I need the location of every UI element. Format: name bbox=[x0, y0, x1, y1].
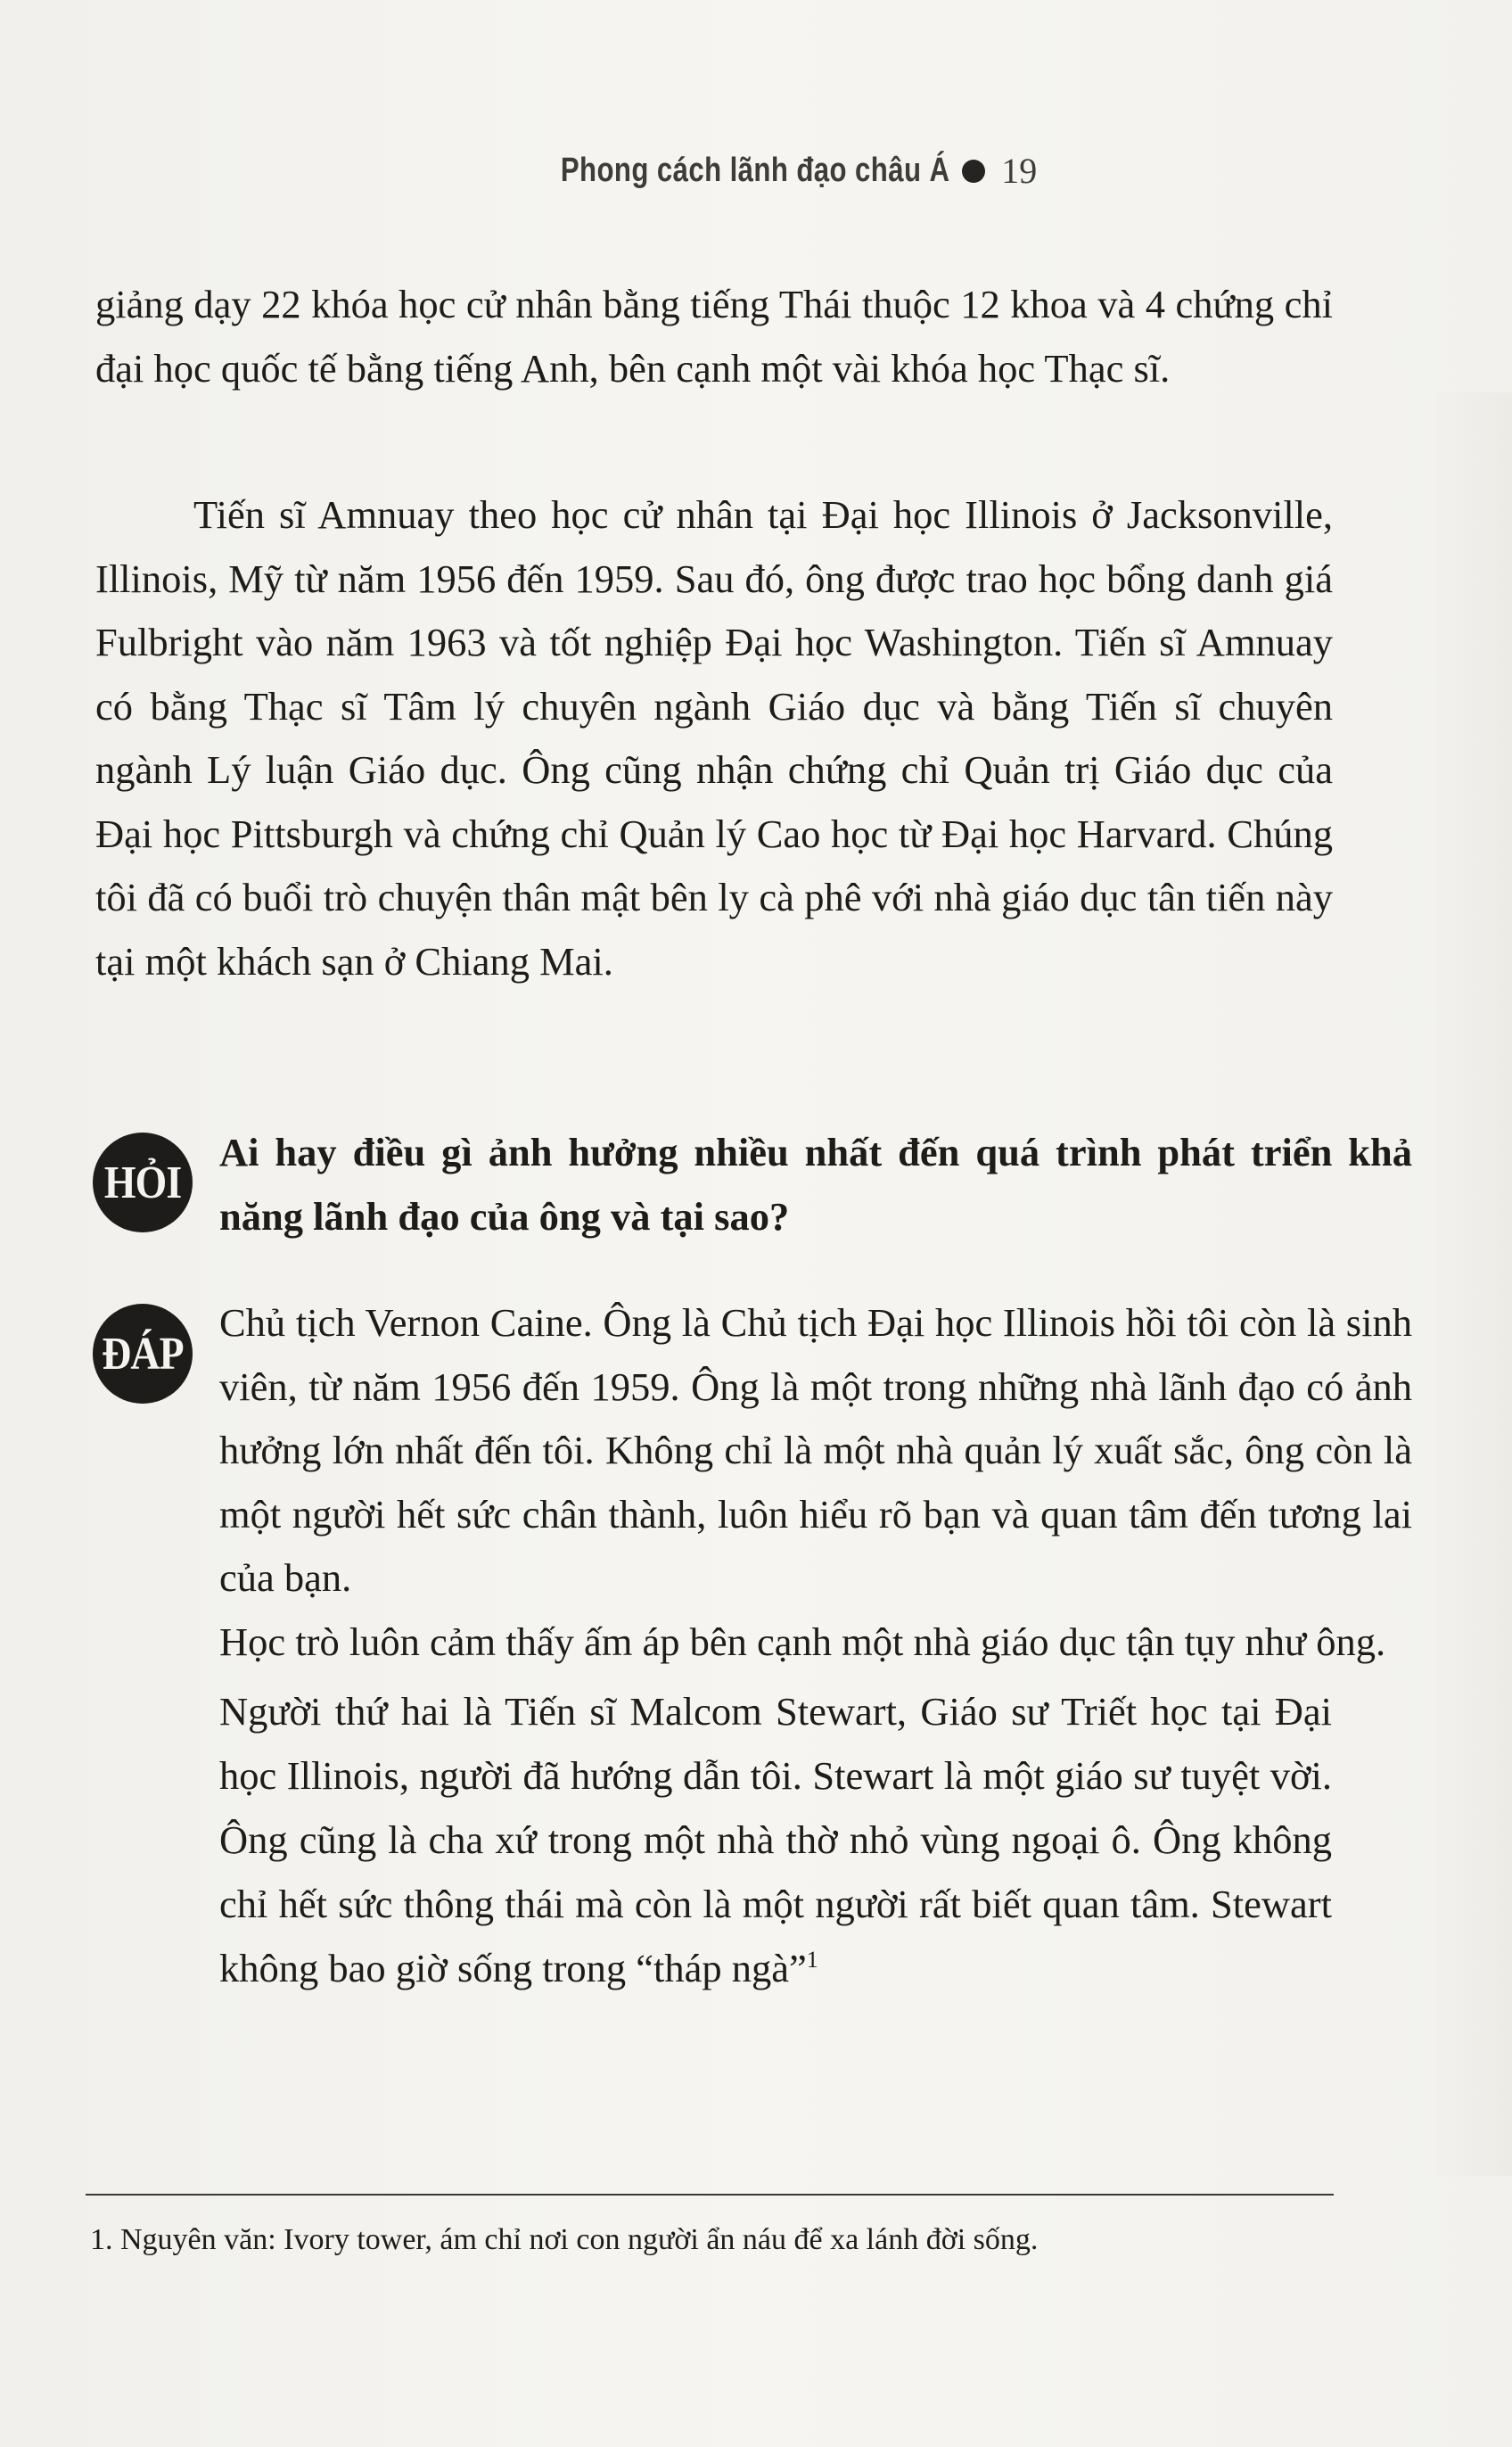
page-edge-shadow bbox=[1432, 392, 1512, 2176]
footnote-divider bbox=[86, 2194, 1334, 2196]
page-number: 19 bbox=[1001, 151, 1038, 191]
bullet-dot-icon bbox=[962, 160, 985, 183]
answer-paragraph-1: Chủ tịch Vernon Caine. Ông là Chủ tịch Đại học Illinois hồi tôi còn là sinh viên, từ năm 1956 đến 1959. Ông là một trong những nhà lãnh đạo có ảnh hưởng lớn nhất đến tôi. Không chỉ là một nhà quản lý xuất sắc, ông còn là một người hết sức chân thành, luôn hiểu rõ bạn và quan tâm đến tương lai của bạn. bbox=[219, 1300, 1412, 1600]
answer-paragraph-3: Người thứ hai là Tiến sĩ Malcom Stewart, Giáo sư Triết học tại Đại học Illinois, người đã hướng dẫn tôi. Stewart là một giáo sư tuyệt vời. Ông cũng là cha xứ trong một nhà thờ nhỏ vùng ngoại ô. Ông không chỉ hết sức thông thái mà còn là một người rất biết quan tâm. Stewart không bao giờ sống trong “tháp ngà” bbox=[219, 1689, 1332, 1990]
question-text: Ai hay điều gì ảnh hưởng nhiều nhất đến quá trình phát triển khả năng lãnh đạo của ông và tại sao? bbox=[219, 1130, 1412, 1239]
footnote: 1. Nguyên văn: Ivory tower, ám chỉ nơi con người ẩn náu để xa lánh đời sống. bbox=[90, 2223, 1039, 2256]
answer-badge: ĐÁP bbox=[93, 1304, 193, 1404]
paragraph-2: Tiến sĩ Amnuay theo học cử nhân tại Đại học Illinois ở Jacksonville, Illinois, Mỹ từ năm 1956 đến 1959. Sau đó, ông được trao học bổng danh giá Fulbright vào năm 1963 và tốt nghiệp Đại học Washington. Tiến sĩ Amnuay có bằng Thạc sĩ Tâm lý chuyên ngành Giáo dục và bằng Tiến sĩ chuyên ngành Lý luận Giáo dục. Ông cũng nhận chứng chỉ Quản trị Giáo dục của Đại học Pittsburgh và chứng chỉ Quản lý Cao học từ Đại học Harvard. Chúng tôi đã có buổi trò chuyện thân mật bên ly cà phê với nhà giáo dục tân tiến này tại một khách sạn ở Chiang Mai. bbox=[95, 492, 1333, 984]
question-badge: HỎI bbox=[93, 1133, 193, 1232]
answer-paragraph-3-container bbox=[219, 1679, 1332, 2000]
answer-text bbox=[219, 1291, 1412, 1674]
running-header bbox=[0, 150, 1512, 192]
footnote-reference[interactable]: 1 bbox=[806, 1947, 818, 1973]
answer-paragraph-2: Học trò luôn cảm thấy ấm áp bên cạnh một nhà giáo dục tận tụy như ông. bbox=[219, 1619, 1386, 1664]
paragraph-1: giảng dạy 22 khóa học cử nhân bằng tiếng Thái thuộc 12 khoa và 4 chứng chỉ đại học quốc tế bằng tiếng Anh, bên cạnh một vài khóa học Thạc sĩ. bbox=[95, 282, 1333, 391]
header-title: Phong cách lãnh đạo châu Á bbox=[560, 152, 950, 189]
